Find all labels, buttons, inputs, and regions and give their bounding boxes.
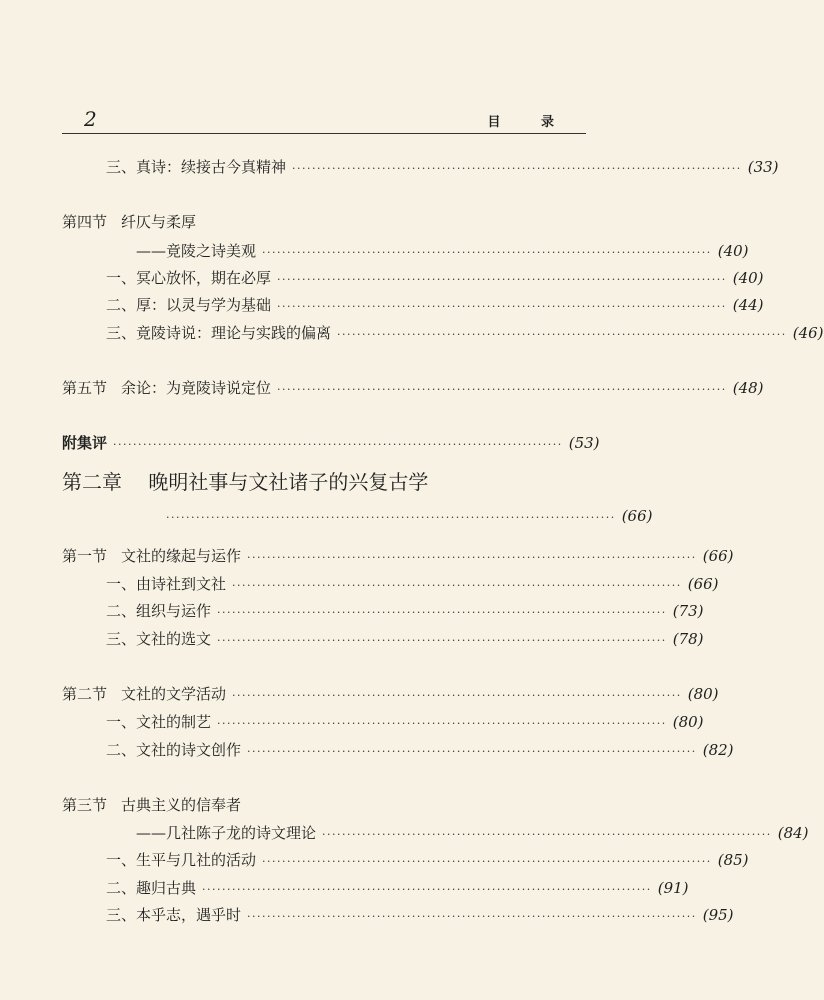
page-number: 2 [84, 107, 97, 131]
toc-entry-title: 一、文社的制艺 [106, 713, 212, 731]
toc-entry[interactable] [106, 265, 764, 291]
dot-leader: ·························································································· [217, 717, 667, 730]
toc-entry[interactable] [106, 709, 704, 735]
toc-entry[interactable] [136, 820, 809, 846]
toc-entry-page: (80) [687, 685, 719, 703]
toc-entry-page: (91) [657, 879, 689, 897]
toc-entry-page: (73) [672, 602, 704, 620]
page-header [62, 103, 586, 134]
toc-entry-title: 附集评 [62, 434, 108, 452]
dot-leader: ·························································································· [277, 383, 727, 396]
toc-section-heading[interactable] [62, 209, 586, 235]
toc-entry-title: 纤仄与柔厚 [121, 213, 197, 231]
toc-entry-title: ——竟陵之诗美观 [136, 242, 257, 260]
dot-leader: ·························································································· [262, 246, 712, 259]
toc-section-heading[interactable] [62, 792, 586, 818]
toc-entry-title: 三、文社的选文 [106, 630, 212, 648]
dot-leader: ·························································································· [217, 606, 667, 619]
toc-entry-title: 二、文社的诗文创作 [106, 741, 242, 759]
dot-leader: ·························································································· [292, 162, 742, 175]
toc-entry-title: 二、厚：以灵与学为基础 [106, 296, 272, 314]
toc-entry[interactable] [106, 875, 689, 901]
dot-leader: ·························································································· [202, 883, 652, 896]
toc-entry[interactable] [106, 847, 749, 873]
dot-leader: ·························································································· [217, 634, 667, 647]
toc-entry[interactable] [106, 598, 704, 624]
toc-entry-title: 二、趣归古典 [106, 879, 197, 897]
dot-leader: ·························································································· [277, 273, 727, 286]
toc-entry-page: (78) [672, 630, 704, 648]
toc-entry[interactable] [62, 543, 734, 569]
dot-leader: ·························································································· [113, 438, 563, 451]
toc-entry-page: (80) [672, 713, 704, 731]
toc-entry-title: 文社的缘起与运作 [121, 547, 242, 565]
toc-entry[interactable] [136, 238, 749, 264]
toc-entry[interactable] [106, 292, 764, 318]
section-label: 第二节 [62, 685, 108, 703]
toc-entry-title: 古典主义的信奉者 [121, 796, 242, 814]
toc-entry-page: (95) [702, 906, 734, 924]
dot-leader: ·························································································· [262, 855, 712, 868]
toc-entry-page: (46) [792, 324, 824, 342]
toc-entry-page: (84) [777, 824, 809, 842]
toc-entry[interactable] [106, 571, 719, 597]
dot-leader: ·························································································· [232, 579, 682, 592]
toc-entry-page: (40) [717, 242, 749, 260]
toc-entry-page: (48) [732, 379, 764, 397]
toc-entry-title: ——几社陈子龙的诗文理论 [136, 824, 317, 842]
section-label: 第五节 [62, 379, 108, 397]
toc-entry[interactable] [106, 626, 704, 652]
toc-entry[interactable] [160, 503, 653, 529]
toc-entry[interactable] [106, 320, 824, 346]
toc-entry-title: 一、生平与几社的活动 [106, 851, 257, 869]
toc-entry-page: (85) [717, 851, 749, 869]
toc-entry[interactable] [62, 375, 764, 401]
toc-entry-page: (66) [621, 507, 653, 525]
toc-entry-title: 三、真诗：续接古今真精神 [106, 158, 287, 176]
toc-entry-title: 余论：为竟陵诗说定位 [121, 379, 272, 397]
toc-entry-page: (40) [732, 269, 764, 287]
toc-entry-title: 一、由诗社到文社 [106, 575, 227, 593]
toc-entry[interactable] [62, 430, 600, 456]
section-label: 第三节 [62, 796, 108, 814]
dot-leader: ·························································································· [337, 328, 787, 341]
chapter-title: 晚明社事与文社诸子的兴复古学 [148, 470, 429, 494]
dot-leader: ·························································································· [247, 745, 697, 758]
dot-leader: ·························································································· [322, 828, 772, 841]
dot-leader: ·························································································· [247, 910, 697, 923]
toc-entry[interactable] [106, 154, 779, 180]
toc-entry[interactable] [62, 681, 719, 707]
toc-entry[interactable] [106, 902, 734, 928]
toc-entry-title: 二、组织与运作 [106, 602, 212, 620]
chapter-heading[interactable] [62, 466, 428, 495]
dot-leader: ·························································································· [166, 511, 616, 524]
toc-entry-title: 一、冥心放怀，期在必厚 [106, 269, 272, 287]
toc-entry-page: (66) [702, 547, 734, 565]
dot-leader: ·························································································· [232, 689, 682, 702]
toc-entry[interactable] [106, 737, 734, 763]
chapter-label: 第二章 [62, 470, 122, 494]
dot-leader: ·························································································· [247, 551, 697, 564]
toc-entry-title: 三、本乎志，遇乎时 [106, 906, 242, 924]
toc-entry-page: (53) [568, 434, 600, 452]
section-label: 第一节 [62, 547, 108, 565]
toc-entry-title: 文社的文学活动 [121, 685, 227, 703]
toc-entry-page: (82) [702, 741, 734, 759]
toc-entry-page: (66) [687, 575, 719, 593]
toc-entry-title: 三、竟陵诗说：理论与实践的偏离 [106, 324, 332, 342]
toc-entry-page: (44) [732, 296, 764, 314]
section-label: 第四节 [62, 213, 108, 231]
running-head: 目 录 [487, 115, 572, 130]
toc-entry-page: (33) [747, 158, 779, 176]
dot-leader: ·························································································· [277, 300, 727, 313]
